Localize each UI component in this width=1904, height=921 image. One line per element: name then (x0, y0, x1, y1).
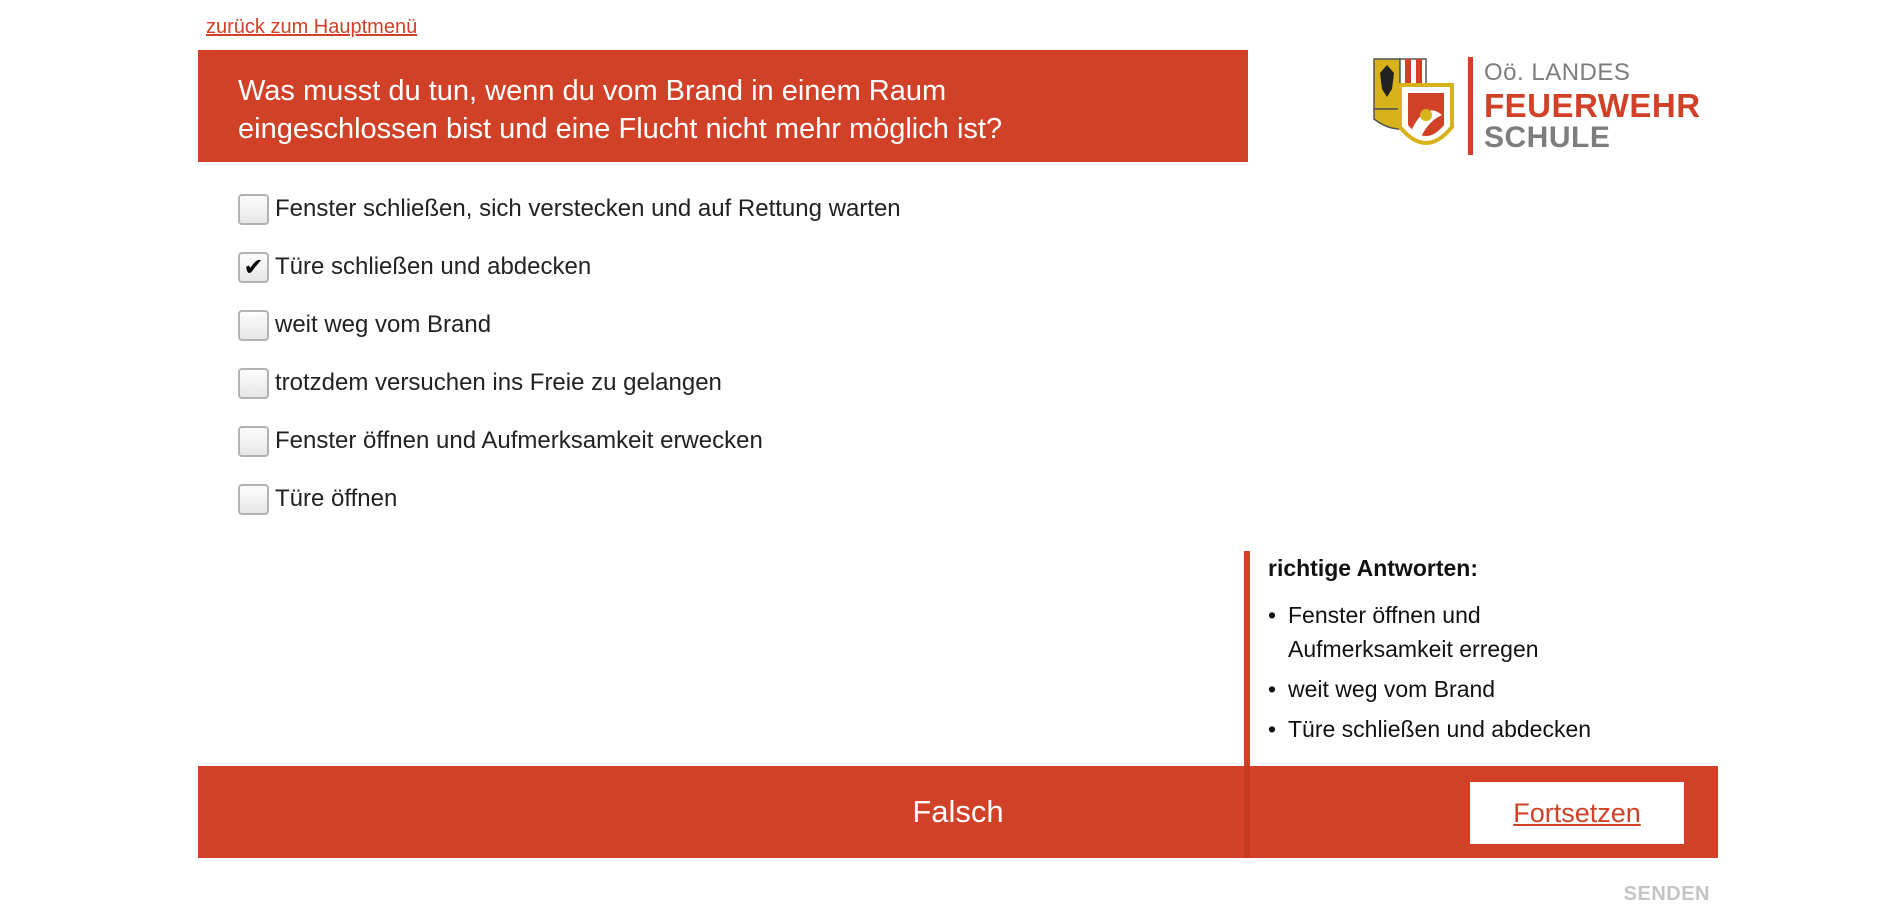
option-label: trotzdem versuchen ins Freie zu gelangen (275, 369, 722, 396)
option-4[interactable] (238, 366, 901, 400)
correct-answer-text: Fenster öffnen und Aufmerksamkeit erregen (1288, 602, 1539, 662)
feuerwehrschule-logo (1372, 55, 1701, 159)
option-label: Türe schließen und abdecken (275, 253, 592, 280)
logo-text-landes: Oö. LANDES (1484, 59, 1631, 86)
checkbox[interactable] (238, 194, 269, 225)
option-3[interactable] (238, 308, 901, 342)
result-bar (198, 766, 1718, 858)
option-label: Türe öffnen (275, 485, 398, 512)
bullet: • (1268, 676, 1277, 702)
logo-text-schule: SCHULE (1484, 121, 1611, 154)
answer-options (238, 192, 901, 540)
correct-answers-panel (1244, 551, 1724, 767)
option-2[interactable] (238, 250, 901, 284)
bullet: • (1268, 602, 1277, 628)
checkbox[interactable] (238, 368, 269, 399)
checkbox[interactable] (238, 484, 269, 515)
result-status: Falsch (912, 794, 1004, 829)
correct-answer-item (1268, 672, 1724, 706)
checkbox-checked[interactable] (238, 252, 269, 283)
correct-answer-item (1268, 712, 1724, 746)
logo-divider (1468, 57, 1473, 155)
logo-text-feuerwehr: FEUERWEHR (1484, 87, 1701, 124)
correct-answer-text: weit weg vom Brand (1288, 676, 1496, 702)
checkbox[interactable] (238, 310, 269, 341)
question-text-line-1: Was musst du tun, wenn du vom Brand in einem Raum (238, 75, 947, 107)
option-1[interactable] (238, 192, 901, 226)
checkbox[interactable] (238, 426, 269, 457)
continue-button[interactable]: Fortsetzen (1470, 782, 1684, 844)
question-header (198, 50, 1248, 162)
checkmark-icon: ✔ (243, 253, 264, 281)
option-label: Fenster schließen, sich verstecken und auf Rettung warten (275, 195, 901, 222)
coat-of-arms-icon (1372, 55, 1464, 159)
correct-answer-item (1268, 598, 1724, 666)
option-label: weit weg vom Brand (275, 311, 492, 338)
correct-answers-title: richtige Antworten: (1268, 555, 1478, 581)
send-button[interactable]: SENDEN (1623, 883, 1710, 905)
correct-answer-text: Türe schließen und abdecken (1288, 716, 1592, 742)
back-to-main-menu-link[interactable]: zurück zum Hauptmenü (206, 16, 418, 38)
option-6[interactable] (238, 482, 901, 516)
question-text-line-2: eingeschlossen bist und eine Flucht nicht mehr möglich ist? (238, 113, 1003, 145)
option-5[interactable] (238, 424, 901, 458)
bullet: • (1268, 716, 1277, 742)
option-label: Fenster öffnen und Aufmerksamkeit erwecken (275, 427, 763, 454)
